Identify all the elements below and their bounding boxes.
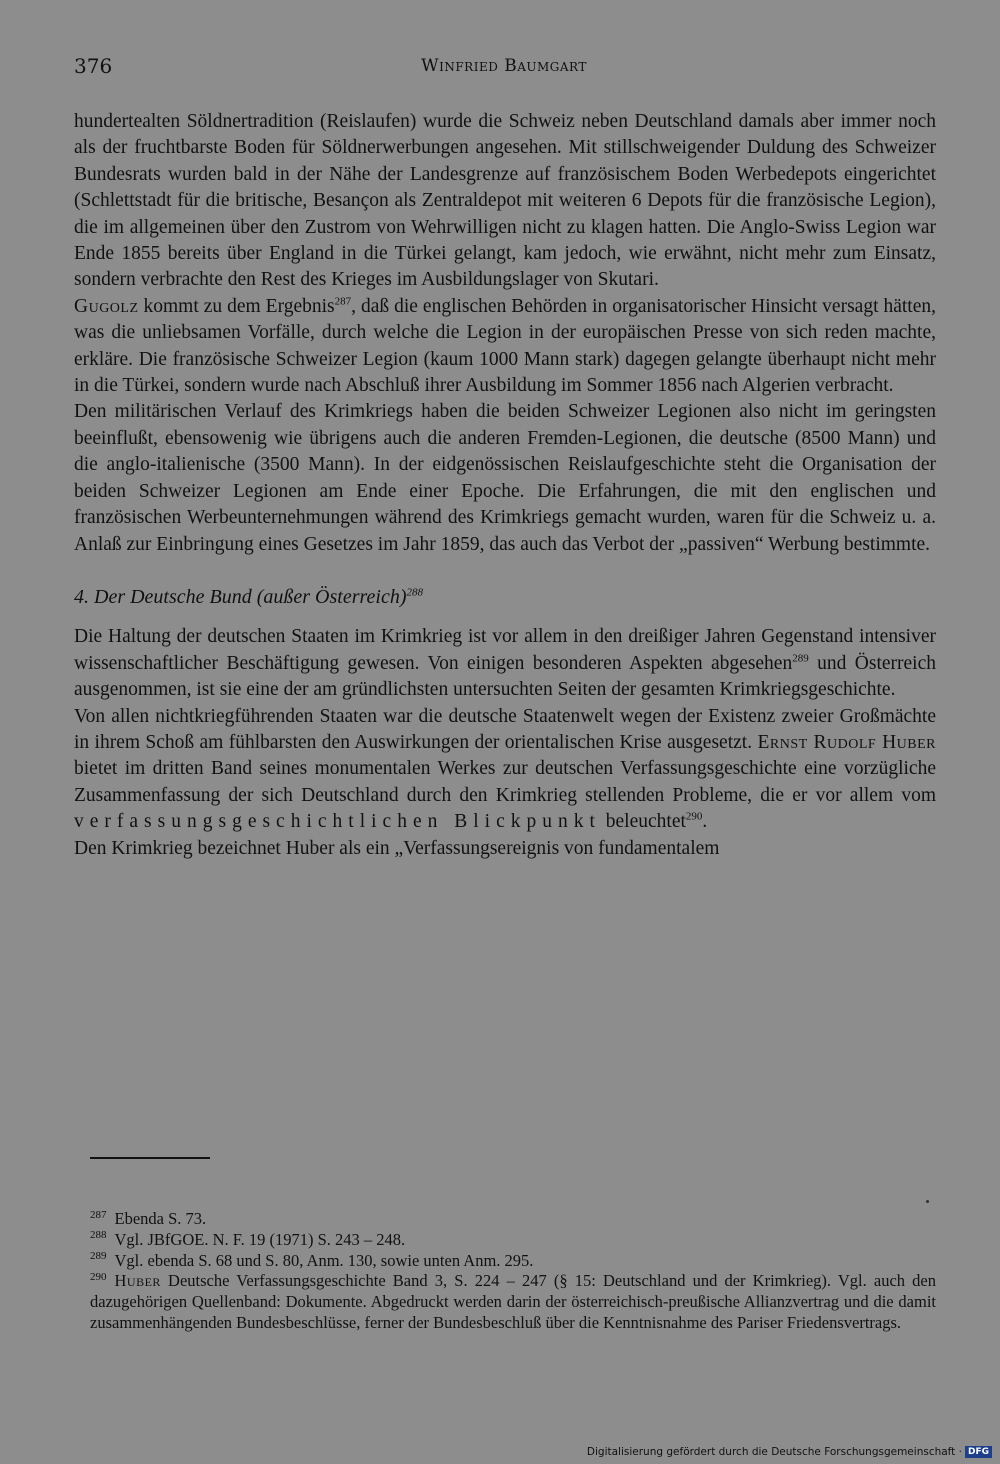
paragraph-2-text-a: kommt zu dem Ergebnis: [138, 295, 335, 317]
footnote-divider: [90, 1157, 210, 1159]
paragraph-2: [74, 294, 936, 400]
footnote-number: 288: [90, 1229, 107, 1242]
footnote-text: Vgl. JBfGOE. N. F. 19 (1971) S. 243 – 248.: [114, 1229, 406, 1249]
paragraph-4: [74, 624, 936, 703]
footnote-item: [90, 1271, 936, 1333]
author-name-gugolz: Gugolz: [74, 295, 139, 317]
paragraph-4-text-a: Die Haltung der deutschen Staaten im Krimkrieg ist vor allem in den dreißiger Jahren Gegenstand intensiver wissenschaftlicher Beschäftigung gewesen. Von einigen besonderen Aspekten abgesehen: [74, 626, 936, 674]
footnote-ref-290[interactable]: 290: [685, 810, 703, 823]
footnote-number: 289: [90, 1250, 107, 1263]
speck-mark: [926, 1200, 929, 1203]
footnotes: [90, 1209, 936, 1334]
spaced-emphasis: verfassungsgeschichtlichen Blickpunkt: [74, 811, 601, 833]
footnote-ref-288[interactable]: 288: [406, 586, 424, 599]
paragraph-1: hundertealten Söldnertradition (Reislaufen) wurde die Schweiz neben Deutschland damals aber immer noch als der fruchtbarste Boden für Söldnerwerbungen angesehen. Mit stillschweigender Duldung des Schweizer Bundesrats wurden bald in der Nähe der Landesgrenze auf französischem Boden Werbedepots eingerichtet (Schlettstadt für die britische, Besançon als Zentraldepot mit weiteren 6 Depots für die französische Legion), die im allgemeinen über den Zustrom von Wehrwilligen nicht zu klagen hatten. Die Anglo-Swiss Legion war Ende 1855 bereits über England in die Türkei gelangt, kam jedoch, wie erwähnt, nicht mehr zum Einsatz, sondern verbrachte den Rest des Krieges im Ausbildungslager von Skutari.: [74, 111, 936, 291]
footnote-ref-287[interactable]: 287: [334, 295, 352, 308]
footnote-item: [90, 1251, 936, 1272]
footnote-author-name: Huber: [114, 1271, 161, 1291]
paragraph-3: Den militärischen Verlauf des Krimkriegs haben die beiden Schweizer Legionen also nicht im geringsten beeinflußt, ebensowenig wie übrigens auch die anderen Fremden-Legionen, die deutsche (8500 Mann) und die anglo-italienische (3500 Mann). In der eidgenössischen Reislaufgeschichte steht die Organisation der beiden Schweizer Legionen am Ende einer Epoche. Die Erfahrungen, die mit den englischen und französischen Werbeunternehmungen während des Krimkriegs gemacht wurden, waren für die Schweiz u. a. Anlaß zur Einbringung eines Gesetzes im Jahr 1859, das auch das Verbot der „passiven“ Werbung bestimmte.: [74, 401, 936, 555]
body-text: [74, 109, 936, 862]
footnote-number: 290: [90, 1270, 107, 1283]
paragraph-5: [74, 704, 936, 836]
paragraph-5-text-c: beleuchtet: [600, 811, 686, 833]
paragraph-5-text-d: .: [702, 811, 708, 833]
dfg-logo-icon: DFG: [965, 1446, 992, 1458]
footnote-text: Deutsche Verfassungsgeschichte Band 3, S. 224 – 247 (§ 15: Deutschland und der Krimkrieg). Vgl. auch den dazugehörigen Quellenband: Dokumente. Abgedruckt werden darin der österreichisch-preußische Allianzvertrag und die damit zusammenhängenden Bundesbeschlüsse, ferner der Bundesbeschluß über die Kenntnisnahme des Pariser Friedensvertrags.: [90, 1271, 936, 1332]
paragraph-2-text-b: , daß die englischen Behörden in organisatorischer Hinsicht versagt hätten, was die unliebsamen Vorfälle, durch welche die Legion in der europäischen Presse von sich reden machte, erkläre. Die französische Schweizer Legion (kaum 1000 Mann stark) dagegen gelangte überhaupt nicht mehr in die Türkei, sondern wurde nach Abschluß ihrer Ausbildung im Sommer 1856 nach Algerien verbracht.: [74, 295, 936, 397]
footnote-number: 287: [90, 1208, 107, 1221]
footnote-item: [90, 1230, 936, 1251]
footnote-ref-289[interactable]: 289: [792, 652, 809, 665]
credit-text: Digitalisierung gefördert durch die Deutsche Forschungsgemeinschaft ·: [586, 1446, 962, 1458]
running-head: Winfried Baumgart: [421, 56, 587, 76]
paragraph-6: Den Krimkrieg bezeichnet Huber als ein „Verfassungsereignis von fundamentalem: [74, 837, 720, 859]
author-name-huber: Ernst Rudolf Huber: [757, 731, 936, 753]
paragraph-5-text-b: bietet im dritten Band seines monumentalen Werkes zur deutschen Verfassungsgeschichte eine vorzügliche Zusammenfassung der sich Deutschland durch den Krimkrieg stellenden Probleme, die er vor allem vom: [74, 758, 936, 806]
footnote-text: Vgl. ebenda S. 68 und S. 80, Anm. 130, sowie unten Anm. 295.: [114, 1250, 534, 1270]
paragraph-4-text-b: und Österreich ausgenommen, ist sie eine der am gründlichsten untersuchten Seiten der gesamten Krimkriegsgeschichte.: [74, 652, 936, 701]
page-number: 376: [74, 54, 113, 78]
footnote-item: [90, 1209, 936, 1230]
digitization-credit: [587, 1446, 992, 1458]
section-heading: [74, 584, 936, 610]
paragraph-5-text-a: Von allen nichtkriegführenden Staaten war die deutsche Staatenwelt wegen der Existenz zweier Großmächte in ihrem Schoß am fühlbarsten den Auswirkungen der orientalischen Krise ausgesetzt.: [74, 705, 936, 753]
page-header: [74, 54, 934, 84]
section-title: 4. Der Deutsche Bund (außer Österreich): [74, 585, 407, 608]
footnote-text: Ebenda S. 73.: [114, 1209, 207, 1228]
